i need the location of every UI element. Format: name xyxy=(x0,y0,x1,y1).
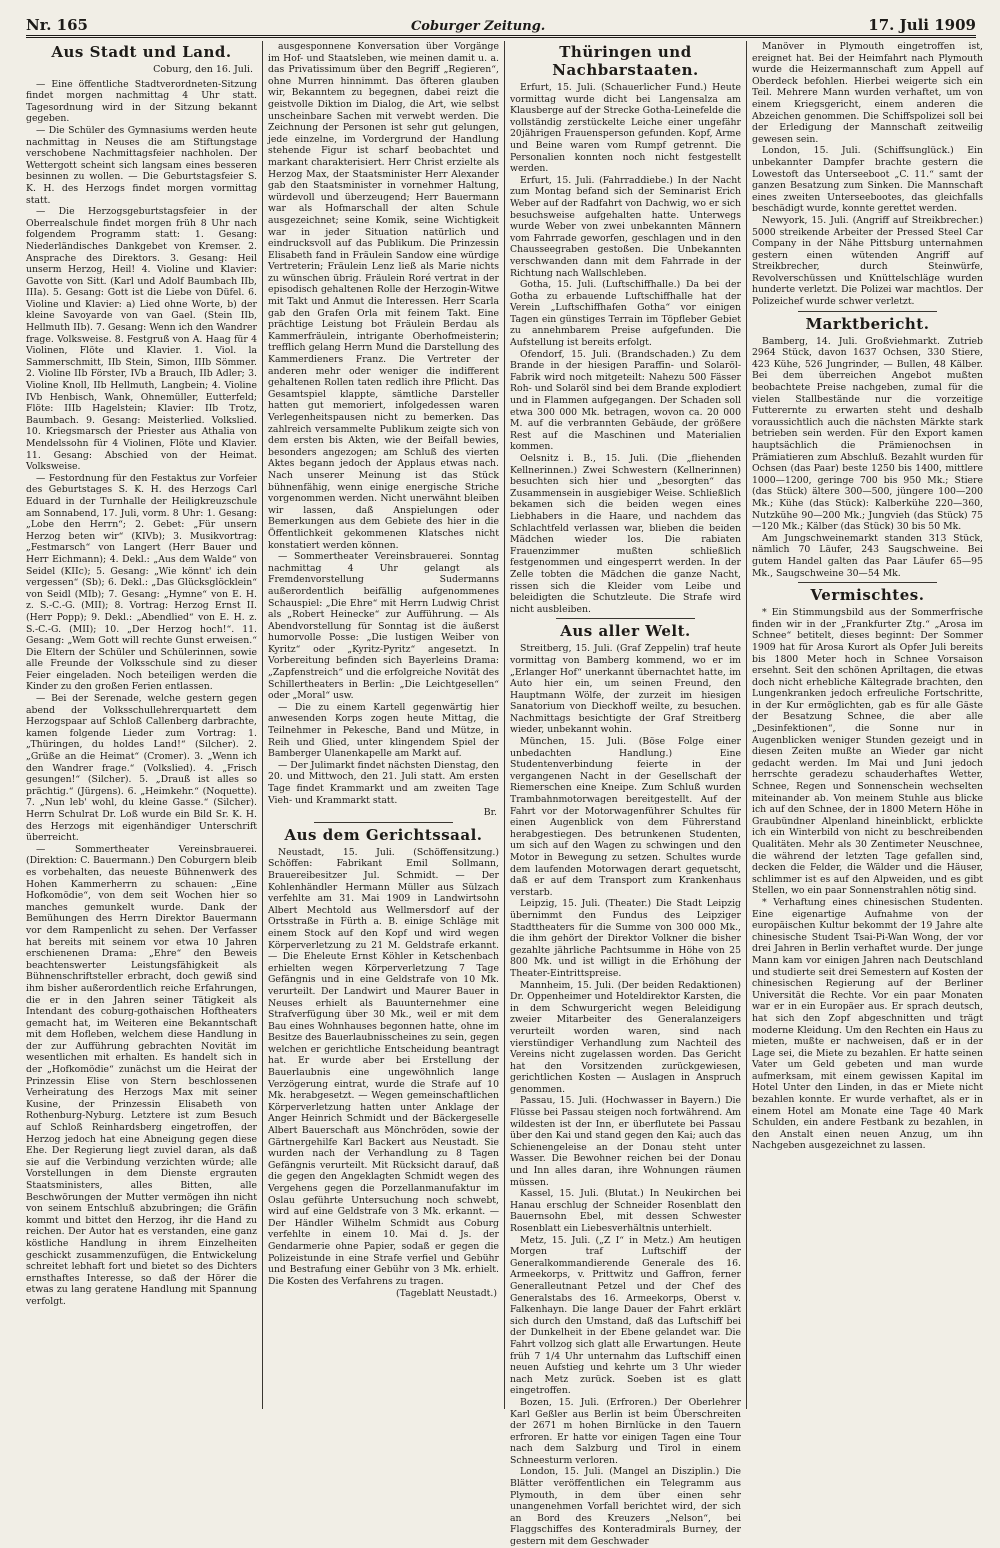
article-paragraph: Newyork, 15. Juli. (Angriff auf Streikbrecher.) 5000 streikende Arbeiter der Pressed Steel Car Company in der Nähe Pittsburg unternahmen gestern einen wütenden Angriff auf Streikbrecher, durch Steinwürfe, Revolverschüssen und Knüttelschläge wurden hunderte verletzt. Die Polizei war machtlos. Der Polizeichef wurde schwer verletzt. xyxy=(752,214,983,308)
article-paragraph: Metz, 15. Juli. („Z I“ in Metz.) Am heutigen Morgen traf Luftschiff der Generalkommandierende Generale des 16. Armeekorps, v. Prittwitz und Gaffron, ferner Generalleutnant Petzel und der Chef des Generalstabs des 16. Armeekorps, Oberst v. Falkenhayn. Die lange Dauer der Fahrt erklärt sich durch den Umstand, daß das Luftschiff bei der Dunkelheit in der Ebene gelandet war. Die Fahrt vollzog sich glatt alle Erwartungen. Heute früh 7 1/4 Uhr unternahm das Luftschiff einen neuen Aufstieg und kehrte um 3 Uhr wieder nach Metz zurück. Soeben ist es glatt eingetroffen. xyxy=(510,1234,741,1397)
column-divider xyxy=(746,41,747,1409)
article-paragraph: — Der Julimarkt findet nächsten Dienstag, den 20. und Mittwoch, den 21. Juli statt. Am ersten Tage findet Krammarkt und am zweiten Tage Vieh- und Krammarkt statt. xyxy=(268,759,499,806)
article-paragraph: Neustadt, 15. Juli. (Schöffensitzung.) Schöffen: Fabrikant Emil Sollmann, Brauereibesitzer Jul. Schmidt. — Der Kohlenhändler Hermann Müller aus Sülzach verfehlte am 31. Mai 1909 in Landwirtsohn Albert Mechtold aus Wellmersdorf auf der Ortsstraße in Fürth a. B. einige Schläge mit einem Stock auf den Kopf und wird wegen Körperverletzung zu 21 M. Geldstrafe erkannt. — Die Eheleute Ernst Köhler in Ketschenbach erhielten wegen Körperverletzung 7 Tage Gefängnis und in eine Geldstrafe von 10 Mk. verurteilt. Der Landwirt und Maurer Bauer in Neuses erhielt als Bauunternehmer eine Strafverfügung über 30 Mk., weil er mit dem Bau eines Wohnhauses begonnen hatte, ohne im Besitze des Bauerlaubnisscheines zu sein, gegen welchen er gerichtliche Entscheidung beantragt hat. Er wurde aber bei Erstellung der Bauerlaubnis eine ungewöhnlich lange Verzögerung eintrat, wurde die Strafe auf 10 Mk. herabgesetzt. — Wegen gemeinschaftlichen Körperverletzung hatten unter Anklage der Anger Heinrich Schmidt und der Bäckergeselle Albert Bauerschaft aus Mönchröden, sowie der Gärtnergehilfe Karl Backert aus Neustadt. Sie wurden nach der Verhandlung zu 8 Tagen Gefängnis verurteilt. Mit Rücksicht darauf, daß die gegen den Angeklagten Schmidt wegen des Vergehens gegen die Porzellanmanufaktur im Oslau geführte Untersuchung noch schwebt, wird auf eine Geldstrafe von 3 Mk. erkannt. — Der Händler Wilhelm Schmidt aus Coburg verfehlte in einem 10. Mai d. Js. der Gendarmerie ohne Papier, sodaß er gegen die Polizeistunde in eine Strafe verfiel und Gebühr und Bestrafung einer Gebühr von 3 Mk. erhielt. Die Kosten des Verfahrens zu tragen. xyxy=(268,846,499,1287)
article-paragraph: — Bei der Serenade, welche gestern gegen abend der Volksschullehrerquartett dem Herzogspaar auf Schloß Callenberg darbrachte, kamen folgende Lieder zum Vortrag: 1. „Thüringen, du holdes Land!“ (Silcher). 2. „Grüße an die Heimat“ (Cromer). 3. „Wenn ich den Wandrer frage.“ (Volkslied). 4. „Frisch gesungen!“ (Silcher). 5. „Drauß ist alles so prächtig.“ (Jürgens). 6. „Heimkehr.“ (Noquette). 7. „Nun leb' wohl, du kleine Gasse.“ (Silcher). Herrn Schulrat Dr. Loß wurde ein Bild Sr. K. H. des Herzogs mit eigenhändiger Unterschrift überreicht. xyxy=(26,693,257,844)
article-paragraph: Passau, 15. Juli. (Hochwasser in Bayern.) Die Flüsse bei Passau steigen noch fortwährend. Am wildesten ist der Inn, er überflutete bei Passau über den Kai und stand gegen den Kai; auch das Schienengeleise an der Donau steht unter Wasser. Die Bewohner reichen bei der Donau und Inn alles daran, ihre Wohnungen räumen müssen. xyxy=(510,1095,741,1188)
author-signature: Br. xyxy=(483,807,497,819)
column-divider xyxy=(504,41,505,1409)
article-paragraph: Manöver in Plymouth eingetroffen ist, ereignet hat. Bei der Heimfahrt nach Plymouth wurde die Heizermannschaft zum Appell auf Oberdeck befohlen. Hierbei weigerte sich ein Teil. Mehrere Mann wurden verhaftet, um von einem Kriegsgericht, einem anderen die Abzeichen genommen. Die Schiffspolizei soll bei der Erledigung der Mannschaft zeitweilig gewesen sein. xyxy=(752,41,983,145)
article-paragraph: * Ein Stimmungsbild aus der Sommerfrische finden wir in der „Frankfurter Ztg.“ „Arosa im Schnee“ betitelt, dieses beginnt: Der Sommer 1909 hat für Arosa Kurort als Opfer Juli bereits bis 1800 Meter hoch in Schnee Vorsaison ersehnt. Seit den schönen Apriltagen, die etwas doch nicht erhebliche Kältegrade brachten, den Lungenkranken jedoch erfreuliche Fortschritte, in der Kur ermöglichten, gab es für alle Gäste der Besatzung Schnee, die aber alle „Desinfektionen“, die Sonne nur in Augenblicken weniger Stunden gezeigt und in diesen Zeiten mußte an Wieder gar nicht gedacht werden. Im Mai und Juni jedoch herrschte geradezu schauderhaftes Wetter, Schnee, Regen und Sonnenschein wechselten miteinander ab. Von meinem Stuhle aus blicke ich auf den Schnee, der in 1800 Metern Höhe in Graubündner Alpenland hineinblickt, erblickte ich ein Winterbild von nicht zu beschreibenden Qualitäten. Mehr als 30 Zentimeter Neuschnee, die während der letzten Tage gefallen sind, decken die Felder, die Wälder und die Häuser, schlimmer ist es auf den Alpweiden, und es gibt Stellen, wo ein paar Sonnenstrahlen nötig sind. xyxy=(752,607,983,897)
article-paragraph: — Die Herzogsgeburtstagsfeier in der Oberrealschule findet morgen früh 8 Uhr nach folgendem Programm statt: 1. Gesang: Niederländisches Dankgebet von Kremser. 2. Ansprache des Direktors. 3. Gesang: Heil unserm Herzog, Heil! 4. Violine und Klavier: Gavotte von Sitt. (Karl und Adolf Baumbach IIb, IIIa). 5. Gesang: Gott ist die Liebe von Düfel. 6. Violine und Klavier: a) Lied ohne Worte, b) der kleine Savoyarde von van Gael. (Stein IIb, Hellmuth IIb). 7. Gesang: Wenn ich den Wandrer frage. Volksweise. 8. Festgruß von A. Haag für 4 Violinen, Flöte und Klavier. 1. Viol. la Sammerschmitt, IIb Stein, Simon, IIIb Sömmer. 2. Violine IIb Förster, IVb a Brauch, IIb Adler; 3. Violine Knoll, IIb Hellmuth, Langbein; 4. Violine IVb Henbisch, Wank, Ohnemüller, Eutterfeld; Flöte: IIIb Hagelstein; Klavier: IIb Trotz, Baumbach. 9. Gesang: Meisterlied. Volkslied. 10. Kriegsmarsch der Priester aus Athalia von Mendelssohn für 4 Violinen, Flöte und Klavier. 11. Gesang: Abschied von der Heimat. Volksweise. xyxy=(26,206,257,473)
article-paragraph: — Festordnung für den Festaktus zur Vorfeier des Geburtstages S. K. H. des Herzogs Carl Eduard in der Turnhalle der Heiligkreuzschule am Sonnabend, 17. Juli, vorm. 8 Uhr: 1. Gesang: „Lobe den Herrn“; 2. Gebet: „Für unsern Herzog beten wir“ (KIVb); 3. Musikvortrag: „Festmarsch“ von Langert (Herr Bauer und Herr Eichmann); 4. Dekl.: „Aus dem Walde“ von Seidel (KIIc); 5. Gesang: „Wie könnt' ich dein vergessen“ (Sb); 6. Dekl.: „Das Glücksglöcklein“ von Seidl (MIb); 7. Gesang: „Hymne“ von E. H. z. S.-C.-G. (MII); 8. Vortrag: Herzog Ernst II. (Herr Popp); 9. Dekl.: „Abendlied“ von E. H. z. S.-C.-G. (MII); 10. „Der Herzog hoch!“. 11. Gesang: „Wem Gott will rechte Gunst erweisen.“ Die Eltern der Schüler und Schülerinnen, sowie alle Freunde der Volksschule sind zu dieser Feier eingeladen. Noch beteiligen werden die Kinder zu den großen Ferien entlassen. xyxy=(26,472,257,693)
article-paragraph: Bozen, 15. Juli. (Erfroren.) Der Oberlehrer Karl Geßler aus Berlin ist beim Überschreiten der 2671 m hohen Birnlücke in den Tauern erfroren. Er hatte vor einigen Tagen eine Tour nach dem Salzburg und Tirol in einem Schneesturm verloren. xyxy=(510,1396,741,1466)
article-paragraph: Mannheim, 15. Juli. (Der beiden Redaktionen) Dr. Oppenheimer und Hoteldirektor Karsten, die in dem Schwurgericht wegen Beleidigung zweier Mitarbeiter des Generalanzeigers verurteilt worden waren, sind nach vierstündiger Verhandlung zum Nachteil des Vereins nicht zugelassen worden. Das Gericht hat den Vorsitzenden zurückgewiesen, gerichtlichen Kosten — Auslagen in Anspruch genommen. xyxy=(510,979,741,1095)
column-2 xyxy=(268,41,499,1409)
article-paragraph: Am Jungschweinemarkt standen 313 Stück, nämlich 70 Läufer, 243 Saugschweine. Bei gutem Handel galten das Paar Läufer 65—95 Mk., Saugschweine 30—54 Mk. xyxy=(752,532,983,579)
article-paragraph: Oelsnitz i. B., 15. Juli. (Die „fliehenden Kellnerinnen.) Zwei Schwestern (Kellnerinnen) besuchten sich hier und „besorgten“ das Zusammensein in ausgiebiger Weise. Schließlich bekamen sich die beiden wegen eines Liebhabers in die Haare, und nachdem das Schlachtfeld verlassen war, blieben die beiden Mädchen wieder los. Die rabiaten Frauenzimmer mußten schließlich festgenommen und eingesperrt werden. In der Zelle tobten die Mädchen die ganze Nacht, rissen sich die Kleider vom Leibe und beleidigten die Schutzleute. Die Strafe wird nicht ausbleiben. xyxy=(510,453,741,615)
section-rule xyxy=(556,618,695,619)
column-divider xyxy=(262,41,263,1409)
article-paragraph: — Eine öffentliche Stadtverordneten-Sitzung findet morgen nachmittag 4 Uhr statt. Tagesordnung wird in der Sitzung bekannt gegeben. xyxy=(26,78,257,125)
article-paragraph: * Verhaftung eines chinesischen Studenten. Eine eigenartige Aufnahme von der europäischen Kultur bekommt der 19 Jahre alte chinesische Student Tsai-Pi-Wan Wong, der vor drei Jahren in Berlin verhaftet wurde. Der junge Mann kam vor einigen Jahren nach Deutschland und studierte seit drei Semestern auf Kosten der chinesischen Regierung auf der Berliner Universität die Rechte. Vor ein paar Monaten war er in ein Europäer aus. Er sprach deutsch, hat sich den Zopf abgeschnitten und trägt moderne Kleidung. Um den Rechten ein Haus zu mieten, mußte er nachweisen, daß er in der Lage sei, die Miete zu bezahlen. Er hatte seinen Vater um Geld gebeten und man wurde aufmerksam, mit einem gewissen Kapital im Hotel Unter den Linden, in das er Miete nicht bezahlen konnte. Er wurde verhaftet, als er in einem Hotel am Monate eine Tage 40 Mark Schulden, ein andere Festbank zu bezahlen, in den Anstalt einen neuen Anzug, um ihn Nachgeben ausgezeichnet zu lassen. xyxy=(752,896,983,1152)
article-paragraph: London, 15. Juli. (Mangel an Disziplin.) Die Blätter veröffentlichen ein Telegramm aus Plymouth, in dem über einen sehr unangenehmen Vorfall berichtet wird, der sich an Bord des Kreuzers „Nelson“, bei Flaggschiffes des Konteradmirals Burney, der gestern mit dem Geschwader xyxy=(510,1466,741,1548)
section-heading-market: Marktbericht. xyxy=(805,314,930,333)
article-paragraph: — Sommertheater Vereinsbrauerei. Sonntag nachmittag 4 Uhr gelangt als Fremdenvorstellung Sudermanns außerordentlich beifällig aufgenommenes Schauspiel: „Die Ehre“ mit Herrn Ludwig Christ als „Robert Heinecke“ zur Aufführung. — Als Abendvorstellung für Sonntag ist die äußerst humorvolle Posse: „Die lustigen Weiber von Kyritz“ oder „Kyritz-Pyritz“ angesetzt. In Vorbereitung befinden sich Bayerleins Drama: „Zapfenstreich“ und die erfolgreiche Novität des Schillertheaters in Berlin: „Die Leichtgesellen“ oder „Moral“ usw. xyxy=(268,551,499,702)
article-paragraph: Erfurt, 15. Juli. (Fahrraddiebe.) In der Nacht zum Montag befand sich der Seminarist Erich Weber auf der Radfahrt von Dachwig, wo er sich besuchsweise aufgehalten hatte. Unterwegs wurde Weber von zwei unbekannten Männern vom Fahrrade geworfen, geschlagen und in den Chausseegraben gestoßen. Die Unbekannten verschwanden dann mit dem Fahrrade in der Richtung nach Wallschleben. xyxy=(510,174,741,279)
section-heading-local: Aus Stadt und Land. xyxy=(51,43,232,61)
masthead-rule xyxy=(26,35,976,38)
source-credit: (Tageblatt Neustadt.) xyxy=(396,1288,497,1300)
dateline: Coburg, den 16. Juli. xyxy=(153,64,253,75)
issue-number: Nr. 165 xyxy=(26,16,88,34)
section-rule xyxy=(798,311,937,312)
article-paragraph: ausgesponnene Konversation über Vorgänge im Hof- und Staatsleben, wie meinen damit u. a. das Privatissimum über den Begriff „Regieren“, ohne Murren hinnimmt. Das öfteren glauben wir, Bekanntem zu begegnen, dabei reizt die geistvolle Diktion im Dialog, die Art, wie selbst unscheinbare Sachen mit verwebt werden. Die Zeichnung der Personen ist sehr gut gelungen, jede einzelne, im Vordergrund der Handlung stehende Figur ist scharf beobachtet und markant charakterisiert. Herr Christ erzielte als Herzog Max, der Staatsminister Herr Alexander gab den Staatsminister in vornehmer Haltung, würdevoll und überzeugend; Herr Bauermann war als Hofmarschall der alten Schule ausgezeichnet; seine Komik, seine Wichtigkeit war in jeder Situation natürlich und eindrucksvoll auf das Publikum. Die Prinzessin Elisabeth fand in Fräulein Sandow eine würdige Vertreterin; Fräulein Lenz ließ als Marie nichts zu wünschen übrig. Fräulein Roré vertrat in der episodisch gehaltenen Rolle der Herzogin-Witwe mit Takt und Anmut die Interessen. Herr Scarla gab den Grafen Orla mit feinem Takt. Eine prächtige Leistung bot Fräulein Berdau als Kammerfräulein, intrigante Oberhofmeisterin; trefflich gelang Herrn Mund die Darstellung des Kammerdieners Franz. Die Vertreter der anderen mehr oder weniger die indifferent gehaltenen Rollen taten redlich ihre Pflicht. Das Gesamtspiel klappte, sämtliche Darsteller hatten gut memoriert, infolgedessen waren Verlegenheitspausen nicht zu bemerken. Das zahlreich versammelte Publikum zeigte sich von dem ersten bis Akten, wie der Beifall bewies, besonders angezogen; am Schluß des vierten Aktes begann jedoch der Applaus etwas nach. Nach unserer Meinung ist das Stück bühnenfähig, wenn einige energische Striche vorgenommen werden. Nicht unerwähnt bleiben wir lassen, daß Anspielungen oder Bemerkungen aus dem Gebiete des hier in die Öffentlichkeit gekommenen Klatsches nicht konstatiert werden können. xyxy=(268,41,499,551)
article-paragraph: Leipzig, 15. Juli. (Theater.) Die Stadt Leipzig übernimmt den Fundus des Leipziger Stadttheaters für die Summe von 300 000 Mk., die ihm gehört der Direktor Volkner die bisher gezahlte jährliche Pachtsumme in Höhe von 25 800 Mk. und ist willigt in die Erhöhung der Theater-Eintrittspreise. xyxy=(510,898,741,979)
column-3 xyxy=(510,41,741,1548)
article-paragraph: London, 15. Juli. (Schiffsunglück.) Ein unbekannter Dampfer brachte gestern die Lowestoft das Unterseeboot „C. 11.“ samt der ganzen Besatzung zum Sinken. Die Mannschaft eines zweiten Unterseebootes, das gleichfalls beschädigt wurde, konnte gerettet werden. xyxy=(752,145,983,215)
article-paragraph: Streitberg, 15. Juli. (Graf Zeppelin) traf heute vormittag von Bamberg kommend, wo er im „Erlanger Hof“ unerkannt übernachtet hatte, im Auto hier ein, um seinen Freund, den Hauptmann Wölfe, der zurzeit im hiesigen Sanatorium von Dieckhoff weilte, zu besuchen. Nachmittags besichtigte der Graf Streitberg wieder, unbekannt wohin. xyxy=(510,643,741,736)
article-paragraph: Kassel, 15. Juli. (Blutat.) In Neukirchen bei Hanau erschlug der Schneider Rosenblatt den Bauernsohn Ebel, mit dessen Schwester Rosenblatt ein Liebesverhältnis unterhielt. xyxy=(510,1188,741,1234)
column-4 xyxy=(752,41,983,1409)
masthead xyxy=(26,10,976,34)
section-heading-misc: Vermischtes. xyxy=(810,586,925,605)
section-rule xyxy=(314,822,453,823)
section-heading-world: Aus aller Welt. xyxy=(560,622,691,641)
article-paragraph: Gotha, 15. Juli. (Luftschiffhalle.) Da bei der Gotha zu erbauende Luftschiffhalle hat der Verein „Luftschiffhafen Gotha“ vor einigen Tagen ein günstiges Terrain im Töpfleber Gebiet zu annehmbarem Preise aufgefunden. Die Aufstellung ist bereits erfolgt. xyxy=(510,279,741,349)
issue-date: 17. Juli 1909 xyxy=(868,16,976,34)
article-paragraph: Ofendorf, 15. Juli. (Brandschaden.) Zu dem Brande in der hiesigen Paraffin- und Solaröl-Fabrik wird noch mitgeteilt: Nahezu 500 Fässer Roh- und Solaröl sind bei dem Brande explodiert und in Flammen aufgegangen. Der Schaden soll etwa 300 000 Mk. betragen, wovon ca. 20 000 M. auf die verbrannten Gebäude, der größere Rest auf die Maschinen und Materialien kommen. xyxy=(510,348,741,453)
section-rule xyxy=(798,582,937,583)
article-paragraph: — Sommertheater Vereinsbrauerei. (Direktion: C. Bauermann.) Den Coburgern bleib es vorbehalten, das neueste Bühnenwerk des Hohen Kammerherrn zu schauen: „Eine Hofkomödie“, von dem seit Wochen hier so manches gemunkelt wurde. Dank der Bemühungen des Herrn Direktor Bauermann vor dem Rampenlicht zu sehen. Der Verfasser hat bereits mit seinem vor etwa 10 Jahren erschienenen Drama: „Ehre“ den Beweis beachtenswerter Leistungsfähigkeit als Bühnenschriftsteller erbracht, doch gewiß sind ihm bisher außerordentlich reiche Erfahrungen, die er in den Jahren seiner Tätigkeit als Intendant des coburg-gothaischen Hoftheaters gemacht hat, im Weiteren eine Bekanntschaft mit dem Hofleben, welchem diese Handlung in der zur Aufführung gebrachten Novität im wesentlichen mit erhalten. Es handelt sich in der „Hofkomödie“ zunächst um die Heirat der Prinzessin Elise von Stern beschlossenen Verheiratung des Herzogs Max mit seiner Kusine, der Prinzessin Elisabeth von Rothenburg-Nyburg. Letztere ist zum Besuch auf Schloß Reinhardsberg eingetroffen, der Herzog jedoch hat eine Abneigung gegen diese Ehe. Der Regierung liegt zuviel daran, als daß sie auf die Verbindung verzichten würde; alle Vorstellungen in dem Dienste ergrauten Staatsministers, alles Bitten, alle Beschwörungen der Mutter vermögen ihn nicht von seinem Entschluß abzubringen; die Gräfin kommt und bittet den Herzog, ihr die Hand zu reichen. Der Autor hat es verstanden, eine ganz köstliche Handlung in ihrem Einzelheiten geschickt zusammenzufügen, die Entwickelung schreitet lebhaft fort und bietet so des Dichters ernsthaftes Interesse, so daß der Hörer die etwas zu lang geratene Handlung mit Spannung verfolgt. xyxy=(26,843,257,1307)
article-paragraph: München, 15. Juli. (Böse Folge einer unbedachten Handlung.) Eine Studentenverbindung feierte in der vergangenen Nacht in der Gesellschaft der Riemerschen eine Kneipe. Zum Schluß wurden Trambahnmotorwagen bereitgestellt. Auf der Fahrt vor der Motorwagenführer Schultes für einen Augenblick von dem Führerstand herabgestiegen. Des betrunkenen Studenten, um sich auf den Wagen zu schwingen und den Motor in Bewegung zu setzen. Schultes wurde dem laufenden Motorwagen derart gequetscht, daß er auf dem Transport zum Krankenhaus verstarb. xyxy=(510,736,741,898)
article-paragraph: — Die zu einem Kartell gegenwärtig hier anwesenden Korps zogen heute Mittag, die Teilnehmer in Pekesche, Band und Mütze, in Reih und Glied, unter klingendem Spiel der Bamberger Ulanenkapelle am Markt auf. xyxy=(268,701,499,760)
paper-title: Coburger Zeitung. xyxy=(410,19,546,34)
section-heading-court: Aus dem Gerichtssaal. xyxy=(284,825,483,844)
article-paragraph: Erfurt, 15. Juli. (Schauerlicher Fund.) Heute vormittag wurde dicht bei Langensalza am Klausberge auf der Strecke Gotha-Leinefelde die vollständig zerstückelte Leiche einer ungefähr 20jährigen Frauensperson gefunden. Kopf, Arme und Beine waren vom Rumpf getrennt. Die Personalien konnten noch nicht festgestellt werden. xyxy=(510,82,741,175)
column-1 xyxy=(26,41,257,1409)
article-paragraph: — Die Schüler des Gymnasiums werden heute nachmittag in Neuses die am Stiftungstage verschobene Nachmittagsfeier nachholen. Der Wettergott scheint sich langsam eines besseren besinnen zu wollen. — Die Geburtstagsfeier S. K. H. des Herzogs findet morgen vormittag statt. xyxy=(26,124,257,206)
article-paragraph: Bamberg, 14. Juli. Großviehmarkt. Zutrieb 2964 Stück, davon 1637 Ochsen, 330 Stiere, 423 Kühe, 526 Jungrinder, — Bullen, 48 Kälber. Bei dem überreichen Angebot mußten beobachtete Preise nachgeben, zumal für die vielen Stallbestände nur die vorzeitige Futterernte zu erwarten steht und deshalb voraussichtlich auch die nächsten Märkte stark betrieben sein werden. Für den Export kamen hauptsächlich die Prämienochsen in Prämiatieren zum Abschluß. Bezahlt wurden für Ochsen (das Paar) beste 1250 bis 1400, mittlere 1000—1200, geringe 700 bis 950 Mk.; Stiere (das Stück) ältere 300—500, jüngere 100—200 Mk.; Kühe (das Stück): Kalberkühe 220—360, Nutzkühe 90—200 Mk.; Jungvieh (das Stück) 75—120 Mk.; Kälber (das Stück) 30 bis 50 Mk. xyxy=(752,335,983,533)
section-heading-regional: Thüringen und Nachbarstaaten. xyxy=(552,43,699,79)
